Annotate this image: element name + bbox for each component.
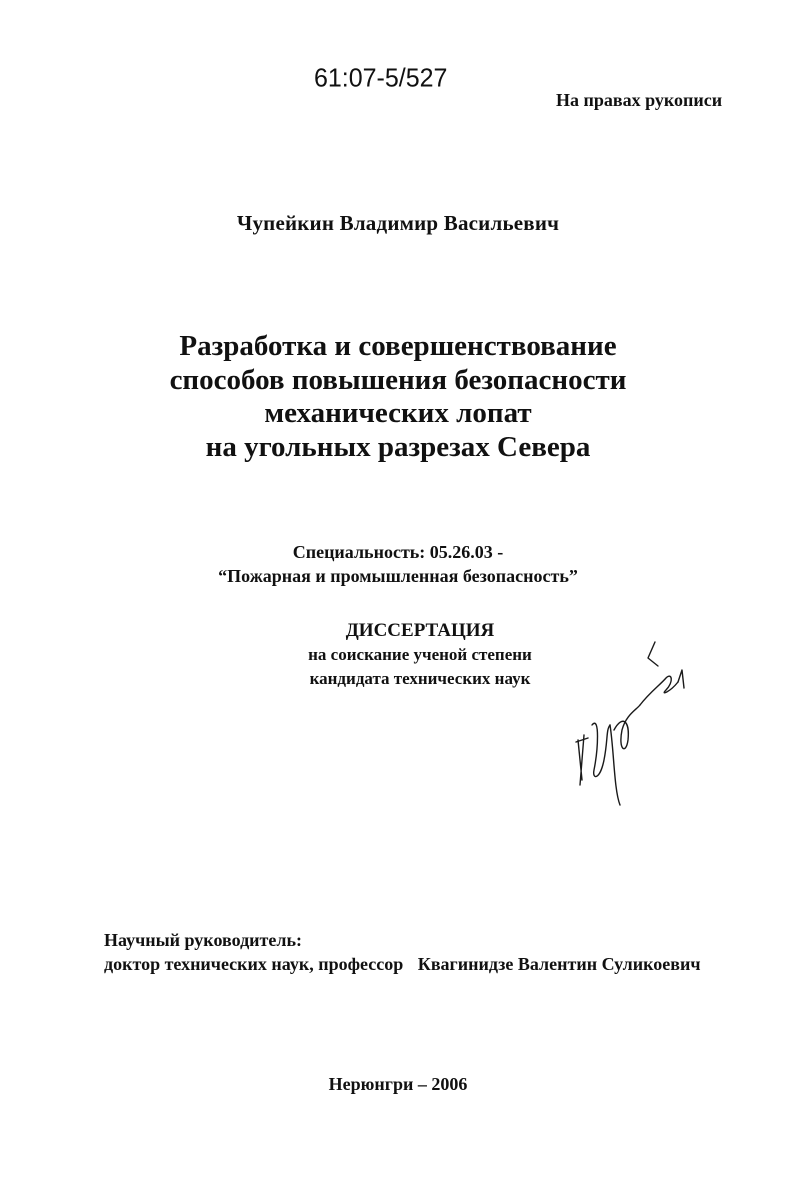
supervisor-label: Научный руководитель: bbox=[104, 930, 302, 950]
specialty-block bbox=[0, 540, 796, 588]
title-line: механических лопат bbox=[264, 397, 532, 429]
handwritten-signature bbox=[570, 630, 700, 810]
dissertation-block bbox=[290, 619, 550, 691]
city-year: Нерюнгри – 2006 bbox=[328, 1074, 468, 1094]
degree-line-2: кандидата технических наук bbox=[309, 669, 531, 688]
degree-line-1: на соискание ученой степени bbox=[308, 645, 532, 664]
specialty-name: “Пожарная и промышленная безопасность” bbox=[218, 566, 578, 586]
dissertation-heading: ДИССЕРТАЦИЯ bbox=[345, 620, 495, 641]
specialty-label: Специальность: bbox=[292, 542, 426, 562]
rights-note: На правах рукописи bbox=[556, 90, 723, 110]
supervisor-block bbox=[104, 928, 701, 976]
specialty-code: 05.26.03 - bbox=[429, 542, 504, 562]
dissertation-title bbox=[0, 330, 796, 464]
title-line: способов повышения безопасности bbox=[169, 363, 627, 396]
supervisor-degree: доктор технических наук, профессор bbox=[104, 954, 404, 974]
title-line: Разработка и совершенствование bbox=[179, 330, 617, 362]
author-name: Чупейкин Владимир Васильевич bbox=[236, 211, 560, 235]
title-line: на угольных разрезах Севера bbox=[205, 430, 591, 463]
supervisor-name: Квагинидзе Валентин Суликоевич bbox=[417, 954, 701, 974]
archive-stamp-number: 61:07-5/527 bbox=[314, 63, 448, 93]
